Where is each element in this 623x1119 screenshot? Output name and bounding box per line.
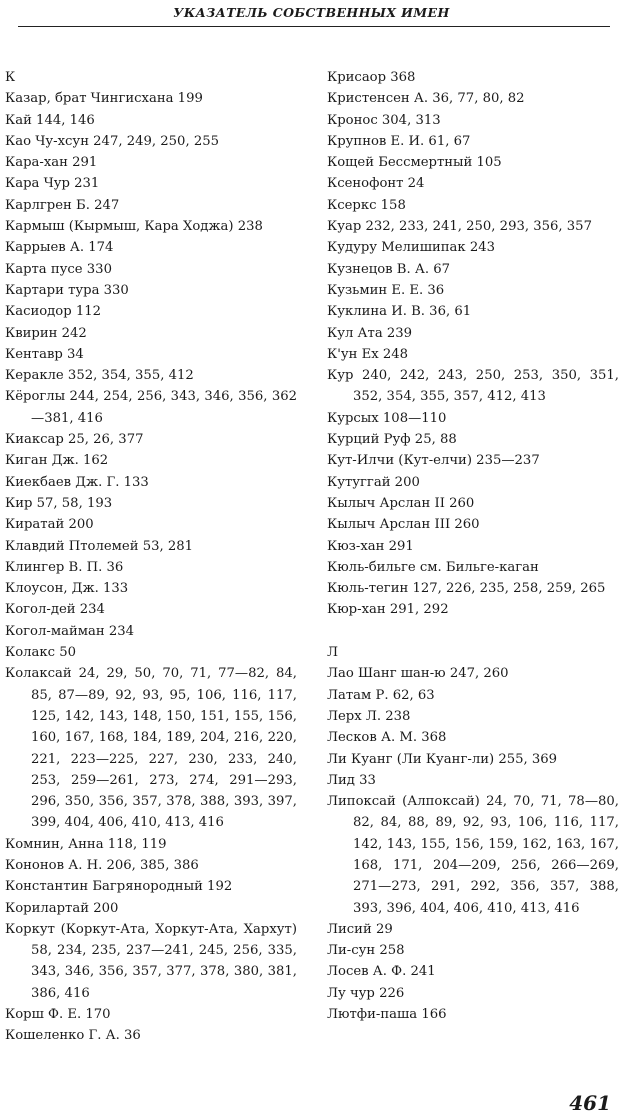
index-entry: Лу чур 226 <box>327 985 405 1001</box>
index-entry: Кюль-тегин 127, 226, 235, 258, 259, 265 <box>327 581 606 597</box>
index-entry: Лид 33 <box>327 772 376 788</box>
index-entry: Кудуру Мелишипак 243 <box>327 240 496 256</box>
index-entry: Кентавр 34 <box>5 346 84 362</box>
index-entry: Лисий 29 <box>327 921 393 937</box>
index-entry: Киекбаев Дж. Г. 133 <box>5 474 149 490</box>
index-entry: Кузьмин Е. Е. 36 <box>327 282 445 298</box>
index-entry: Куклина И. В. 36, 61 <box>327 304 472 320</box>
index-entry: Клингер В. П. 36 <box>5 559 124 575</box>
index-entry: Кошеленко Г. А. 36 <box>5 1028 141 1044</box>
index-entry: Когол-дей 234 <box>5 602 105 618</box>
index-entry: Лао Шанг шан-ю 247, 260 <box>327 666 509 682</box>
header-rule <box>18 26 610 27</box>
index-entry: Казар, брат Чингисхана 199 <box>5 91 203 107</box>
index-entry: К'ун Ех 248 <box>327 346 408 362</box>
index-entry: Касиодор 112 <box>5 304 102 320</box>
index-entry: Кармыш (Кырмыш, Кара Ходжа) 238 <box>5 219 263 235</box>
index-entry: Као Чу-хсун 247, 249, 250, 255 <box>5 133 220 149</box>
index-entry: Колакс 50 <box>5 645 76 661</box>
index-entry: Ли-сун 258 <box>327 943 405 959</box>
index-entry: Кур 240, 242, 243, 250, 253, 350, 351, 352, 354, 355, 357, 412, 413 <box>327 368 619 405</box>
index-entry: Картари тура 330 <box>5 282 129 298</box>
index-entry: Липоксай (Алпоксай) 24, 70, 71, 78—80, 82, 84, 88, 89, 92, 93, 106, 116, 117, 142, 143, 155, 156, 159, 162, 163, 167, 168, 171, 204—209, 256, 266—269, 271—273, 291, 292, 356, 357, 388, 393, 396, 404, 406, 410, 413, 416 <box>327 794 619 916</box>
index-entry: Клавдий Птолемей 53, 281 <box>5 538 194 554</box>
index-entry: Коркут (Коркут-Ата, Хоркут-Ата, Хархут) 58, 234, 235, 237—241, 245, 256, 335, 343, 346, 356, 357, 377, 378, 380, 381, 386, 416 <box>5 921 297 1001</box>
index-entry: Кристенсен А. 36, 77, 80, 82 <box>327 91 525 107</box>
index-entry: Ксеркс 158 <box>327 197 406 213</box>
index-entry: Ли Куанг (Ли Куанг-ли) 255, 369 <box>327 751 558 767</box>
index-entry: Куар 232, 233, 241, 250, 293, 356, 357 <box>327 219 592 235</box>
index-entry: Лосев А. Ф. 241 <box>327 964 436 980</box>
running-header: УКАЗАТЕЛЬ СОБСТВЕННЫХ ИМЕН <box>173 5 450 20</box>
index-entry: Карта пусе 330 <box>5 261 112 277</box>
section-gap <box>327 621 619 642</box>
index-entry: Кара-хан 291 <box>5 155 98 171</box>
index-entry: Лютфи-паша 166 <box>327 1007 447 1023</box>
index-entry: Кылыч Арслан II 260 <box>327 495 475 511</box>
index-entry: Крупнов Е. И. 61, 67 <box>327 133 471 149</box>
index-entry: Кутуггай 200 <box>327 474 420 490</box>
index-entry: Кюль-бильге см. Бильге-каган <box>327 559 539 575</box>
section-letter: К <box>5 70 16 85</box>
index-entry: Курций Руф 25, 88 <box>327 432 457 448</box>
section-letter: Л <box>327 645 339 661</box>
index-entry: Киратай 200 <box>5 517 94 533</box>
index-entry: Киган Дж. 162 <box>5 453 109 469</box>
index-entry: Клоусон, Дж. 133 <box>5 581 129 597</box>
index-entry: Керакле 352, 354, 355, 412 <box>5 368 194 384</box>
index-column-left <box>5 67 297 1047</box>
index-entry: Кир 57, 58, 193 <box>5 495 113 511</box>
index-entry: Лерх Л. 238 <box>327 708 411 724</box>
index-entry: Корилартай 200 <box>5 900 119 916</box>
index-column-right <box>327 67 619 1025</box>
index-entry: Корш Ф. Е. 170 <box>5 1007 111 1023</box>
index-entry: Кононов А. Н. 206, 385, 386 <box>5 857 199 873</box>
index-entry: Курсых 108—110 <box>327 410 447 426</box>
index-entry: Константин Багрянородный 192 <box>5 879 233 895</box>
index-entry: Ксенофонт 24 <box>327 176 425 192</box>
index-entry: Каррыев А. 174 <box>5 240 114 256</box>
index-entry: Кылыч Арслан III 260 <box>327 517 480 533</box>
index-entry: Кюз-хан 291 <box>327 538 414 554</box>
index-entry: Кёроглы 244, 254, 256, 343, 346, 356, 362—381, 416 <box>5 389 297 426</box>
index-entry: Кюр-хан 291, 292 <box>327 602 449 618</box>
index-entry: Лесков А. М. 368 <box>327 730 447 746</box>
index-entry: Киаксар 25, 26, 377 <box>5 432 144 448</box>
page-number: 461 <box>569 1091 611 1115</box>
index-entry: Кул Ата 239 <box>327 325 413 341</box>
index-entry: Латам Р. 62, 63 <box>327 687 435 703</box>
index-entry: Когол-майман 234 <box>5 623 135 639</box>
index-entry: Крисаор 368 <box>327 70 416 85</box>
index-entry: Кощей Бессмертный 105 <box>327 155 502 171</box>
index-entry: Кай 144, 146 <box>5 112 95 128</box>
index-entry: Квирин 242 <box>5 325 87 341</box>
index-entry: Кронос 304, 313 <box>327 112 441 128</box>
index-entry: Кара Чур 231 <box>5 176 100 192</box>
index-entry: Колаксай 24, 29, 50, 70, 71, 77—82, 84, 85, 87—89, 92, 93, 95, 106, 116, 117, 125, 142, 143, 148, 150, 151, 155, 156, 160, 167, 168, 184, 189, 204, 216, 220, 221, 223—225, 227, 230, 233, 240, 253, 259—261, 273, 274, 291—293, 296, 350, 356, 357, 378, 388, 393, 397, 399, 404, 406, 410, 413, 416 <box>5 666 297 831</box>
index-entry: Кузнецов В. А. 67 <box>327 261 451 277</box>
index-entry: Комнин, Анна 118, 119 <box>5 836 167 852</box>
index-entry: Карлгрен Б. 247 <box>5 197 120 213</box>
index-entry: Кут-Илчи (Кут-елчи) 235—237 <box>327 453 540 469</box>
